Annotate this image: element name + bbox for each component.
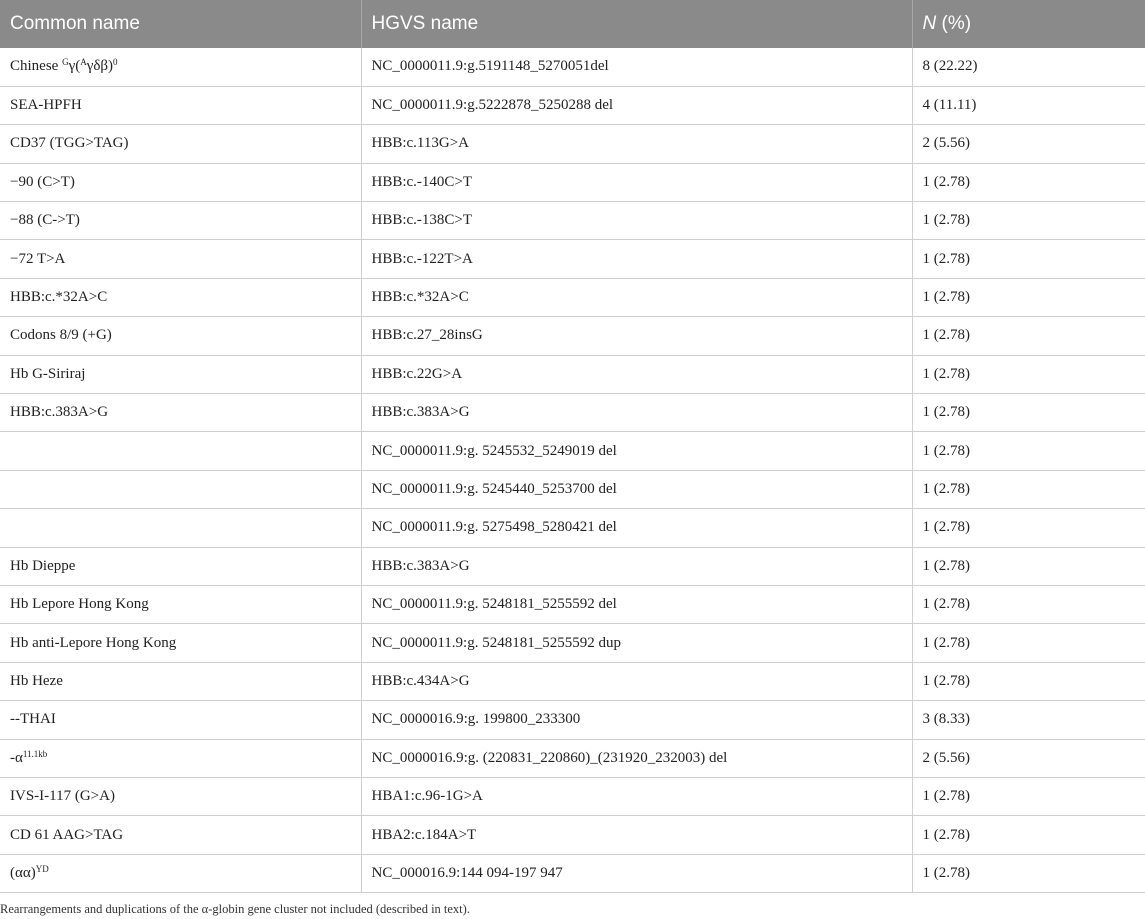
cell-n-percent: 1 (2.78) — [912, 854, 1145, 892]
table-row — [0, 854, 1145, 892]
cell-n-percent: 4 (11.11) — [912, 86, 1145, 124]
table-row — [0, 701, 1145, 739]
cell-hgvs-name: NC_0000011.9:g. 5275498_5280421 del — [361, 509, 912, 547]
table-footnote: Rearrangements and duplications of the α-globin gene cluster not included (described in text). — [0, 902, 470, 916]
column-header-n-unit: (%) — [936, 13, 972, 34]
cell-hgvs-name: NC_000016.9:144 094-197 947 — [361, 854, 912, 892]
cell-n-percent: 2 (5.56) — [912, 739, 1145, 777]
column-header-hgvs-name: HGVS name — [361, 0, 912, 48]
cell-n-percent: 1 (2.78) — [912, 278, 1145, 316]
cell-common-name: Hb Dieppe — [0, 547, 361, 585]
cell-hgvs-name: NC_0000011.9:g.5222878_5250288 del — [361, 86, 912, 124]
table-row — [0, 394, 1145, 432]
cell-hgvs-name: HBB:c.-138C>T — [361, 202, 912, 240]
cell-n-percent: 1 (2.78) — [912, 624, 1145, 662]
cell-n-percent: 1 (2.78) — [912, 777, 1145, 815]
column-header-n-symbol: N — [922, 13, 937, 34]
cell-n-percent: 1 (2.78) — [912, 470, 1145, 508]
table-row — [0, 585, 1145, 623]
cell-hgvs-name: NC_0000011.9:g.5191148_5270051del — [361, 48, 912, 86]
cell-n-percent: 1 (2.78) — [912, 317, 1145, 355]
cell-common-name: CD37 (TGG>TAG) — [0, 125, 361, 163]
cell-common-name: HBB:c.383A>G — [0, 394, 361, 432]
table-row — [0, 624, 1145, 662]
cell-hgvs-name: NC_0000011.9:g. 5248181_5255592 dup — [361, 624, 912, 662]
table-row — [0, 547, 1145, 585]
cell-hgvs-name: HBB:c.383A>G — [361, 547, 912, 585]
cell-n-percent: 1 (2.78) — [912, 547, 1145, 585]
table-header-row — [0, 0, 1145, 48]
cell-common-name: HBB:c.*32A>C — [0, 278, 361, 316]
table-row — [0, 432, 1145, 470]
cell-n-percent: 1 (2.78) — [912, 202, 1145, 240]
cell-common-name: Hb anti-Lepore Hong Kong — [0, 624, 361, 662]
cell-hgvs-name: NC_0000011.9:g. 5248181_5255592 del — [361, 585, 912, 623]
cell-n-percent: 1 (2.78) — [912, 355, 1145, 393]
cell-hgvs-name: HBB:c.434A>G — [361, 662, 912, 700]
table-row — [0, 816, 1145, 854]
cell-common-name: --THAI — [0, 701, 361, 739]
cell-hgvs-name: NC_0000016.9:g. (220831_220860)_(231920_232003) del — [361, 739, 912, 777]
cell-common-name: −88 (C->T) — [0, 202, 361, 240]
cell-n-percent: 2 (5.56) — [912, 125, 1145, 163]
table-row — [0, 86, 1145, 124]
cell-common-name: SEA-HPFH — [0, 86, 361, 124]
cell-common-name: Hb Heze — [0, 662, 361, 700]
table-row — [0, 777, 1145, 815]
cell-n-percent: 1 (2.78) — [912, 432, 1145, 470]
cell-hgvs-name: HBB:c.113G>A — [361, 125, 912, 163]
cell-common-name: $(\alpha\alpha)^{YD}$ — [0, 854, 361, 892]
cell-hgvs-name: HBB:c.*32A>C — [361, 278, 912, 316]
cell-hgvs-name: HBB:c.22G>A — [361, 355, 912, 393]
cell-n-percent: 1 (2.78) — [912, 662, 1145, 700]
cell-common-name: CD 61 AAG>TAG — [0, 816, 361, 854]
table-row — [0, 662, 1145, 700]
cell-hgvs-name: HBB:c.27_28insG — [361, 317, 912, 355]
cell-hgvs-name: HBA1:c.96-1G>A — [361, 777, 912, 815]
column-header-n-percent — [912, 0, 1145, 48]
cell-n-percent: 1 (2.78) — [912, 585, 1145, 623]
cell-common-name: Chinese $^G\gamma(^A\gamma\delta\beta)^0$ — [0, 48, 361, 86]
cell-n-percent: 8 (22.22) — [912, 48, 1145, 86]
table-row — [0, 202, 1145, 240]
cell-common-name — [0, 432, 361, 470]
cell-hgvs-name: HBB:c.-122T>A — [361, 240, 912, 278]
cell-common-name — [0, 470, 361, 508]
cell-common-name: Hb Lepore Hong Kong — [0, 585, 361, 623]
cell-n-percent: 1 (2.78) — [912, 509, 1145, 547]
table-row — [0, 509, 1145, 547]
table-row — [0, 163, 1145, 201]
cell-common-name: Hb G-Siriraj — [0, 355, 361, 393]
cell-n-percent: 1 (2.78) — [912, 240, 1145, 278]
cell-hgvs-name: NC_0000011.9:g. 5245440_5253700 del — [361, 470, 912, 508]
cell-common-name: −90 (C>T) — [0, 163, 361, 201]
cell-common-name: $-\alpha^{11.1kb}$ — [0, 739, 361, 777]
cell-common-name: IVS-I-117 (G>A) — [0, 777, 361, 815]
table-row — [0, 48, 1145, 86]
table-row — [0, 470, 1145, 508]
table-row — [0, 125, 1145, 163]
cell-common-name: −72 T>A — [0, 240, 361, 278]
cell-n-percent: 1 (2.78) — [912, 394, 1145, 432]
cell-hgvs-name: HBB:c.-140C>T — [361, 163, 912, 201]
cell-n-percent: 1 (2.78) — [912, 163, 1145, 201]
cell-hgvs-name: HBA2:c.184A>T — [361, 816, 912, 854]
table-row — [0, 317, 1145, 355]
cell-n-percent: 3 (8.33) — [912, 701, 1145, 739]
cell-common-name — [0, 509, 361, 547]
cell-hgvs-name: HBB:c.383A>G — [361, 394, 912, 432]
table-row — [0, 240, 1145, 278]
table-row — [0, 355, 1145, 393]
cell-hgvs-name: NC_0000011.9:g. 5245532_5249019 del — [361, 432, 912, 470]
cell-common-name: Codons 8/9 (+G) — [0, 317, 361, 355]
cell-hgvs-name: NC_0000016.9:g. 199800_233300 — [361, 701, 912, 739]
table-body — [0, 48, 1145, 893]
cell-n-percent: 1 (2.78) — [912, 816, 1145, 854]
column-header-common-name: Common name — [0, 0, 361, 48]
table-row — [0, 739, 1145, 777]
table-row — [0, 278, 1145, 316]
